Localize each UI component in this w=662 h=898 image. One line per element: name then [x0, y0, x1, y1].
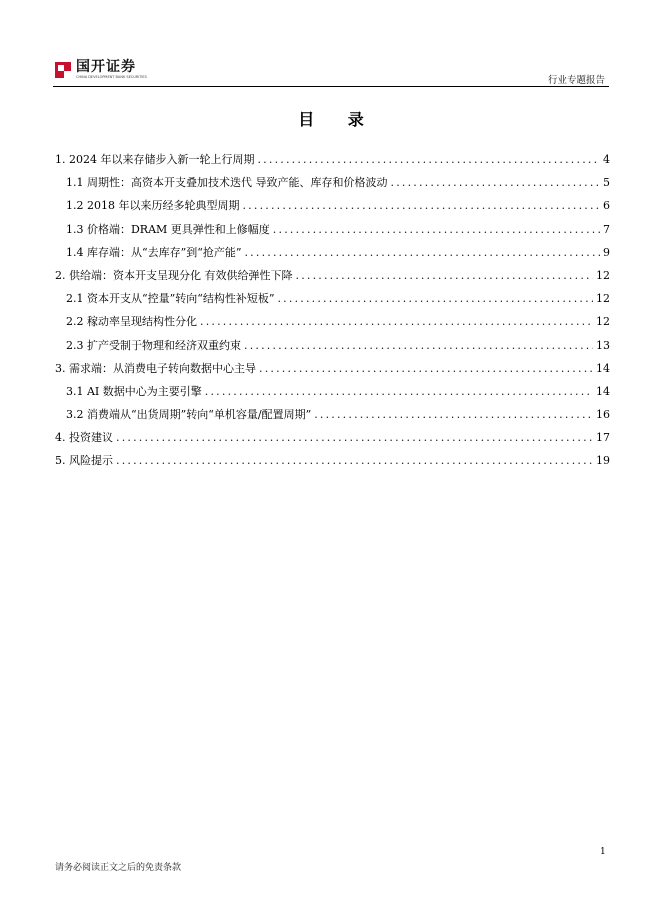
toc-entry-label: 1.2 2018 年以来历经多轮典型周期	[66, 199, 240, 213]
toc-entry-label: 2.3 扩产受制于物理和经济双重约束	[66, 338, 241, 352]
page-number: 1	[600, 847, 606, 857]
toc-entry-3-1[interactable]	[55, 380, 610, 403]
disclaimer-notice: 请务必阅读正文之后的免责条款	[55, 863, 182, 873]
toc-entry-1-3[interactable]	[55, 218, 610, 241]
toc-dot-leader	[273, 218, 600, 241]
toc-entry-page: 9	[603, 245, 610, 259]
toc-dot-leader	[277, 287, 593, 310]
toc-dot-leader	[116, 426, 593, 449]
toc-dot-leader	[391, 171, 601, 194]
toc-entry-label: 1.3 价格端：DRAM 更具弹性和上修幅度	[66, 222, 270, 236]
toc-entry-page: 19	[596, 454, 610, 468]
logo-name-en: CHINA DEVELOPMENT BANK SECURITIES	[76, 75, 147, 79]
toc-entry-page: 4	[603, 153, 610, 166]
toc-dot-leader	[314, 403, 593, 426]
toc-entry-page: 12	[596, 268, 610, 282]
table-of-contents	[55, 148, 610, 473]
toc-title: 目 录	[298, 110, 378, 129]
toc-entry-page: 5	[603, 176, 610, 190]
toc-entry-1[interactable]	[55, 148, 610, 171]
toc-entry-label: 4. 投资建议	[55, 431, 113, 445]
logo-text	[76, 60, 147, 80]
toc-entry-page: 7	[603, 222, 610, 236]
toc-dot-leader	[296, 264, 594, 287]
toc-dot-leader	[242, 194, 600, 217]
toc-entry-page: 16	[596, 408, 610, 422]
toc-entry-5[interactable]	[55, 449, 610, 472]
toc-entry-2-1[interactable]	[55, 287, 610, 310]
toc-entry-label: 1.4 库存端：从“去库存”到“抢产能”	[66, 245, 242, 259]
toc-entry-3-2[interactable]	[55, 403, 610, 426]
toc-entry-page: 14	[596, 384, 610, 398]
toc-entry-1-4[interactable]	[55, 241, 610, 264]
page-header	[0, 0, 662, 90]
toc-entry-label: 2.1 资本开支从“控量”转向“结构性补短板”	[66, 292, 275, 306]
toc-entry-label: 1.1 周期性：高资本开支叠加技术迭代 导致产能、库存和价格波动	[66, 176, 388, 190]
toc-entry-page: 17	[596, 431, 610, 445]
toc-entry-page: 6	[603, 199, 610, 213]
header-divider	[53, 86, 609, 87]
toc-entry-2-3[interactable]	[55, 334, 610, 357]
logo-mark-icon	[55, 62, 71, 78]
toc-entry-label: 2.2 稼动率呈现结构性分化	[66, 315, 197, 329]
toc-entry-label: 3.2 消费端从“出货周期”转向“单机容量/配置周期”	[66, 408, 312, 422]
toc-entry-2[interactable]	[55, 264, 610, 287]
toc-dot-leader	[205, 380, 593, 403]
toc-entry-label: 3.1 AI 数据中心为主要引擎	[66, 384, 202, 398]
toc-entry-page: 12	[596, 292, 610, 306]
toc-entry-2-2[interactable]	[55, 310, 610, 333]
toc-entry-label: 5. 风险提示	[55, 454, 113, 468]
toc-dot-leader	[244, 334, 593, 357]
toc-entry-label: 1. 2024 年以来存储步入新一轮上行周期	[55, 153, 255, 166]
toc-dot-leader	[259, 357, 593, 380]
toc-entry-label: 2. 供给端：资本开支呈现分化 有效供给弹性下降	[55, 268, 293, 282]
report-type-label: 行业专题报告	[547, 75, 605, 86]
toc-entry-4[interactable]	[55, 426, 610, 449]
logo-name-cn: 国开证券	[76, 59, 136, 75]
toc-dot-leader	[116, 449, 593, 472]
toc-entry-3[interactable]	[55, 357, 610, 380]
company-logo	[55, 60, 147, 80]
toc-dot-leader	[257, 148, 600, 171]
toc-entry-page: 12	[596, 315, 610, 329]
toc-entry-1-1[interactable]	[55, 171, 610, 194]
toc-entry-page: 14	[596, 361, 610, 375]
toc-entry-page: 13	[596, 338, 610, 352]
toc-dot-leader	[244, 241, 600, 264]
toc-entry-1-2[interactable]	[55, 194, 610, 217]
toc-dot-leader	[200, 310, 593, 333]
toc-entry-label: 3. 需求端：从消费电子转向数据中心主导	[55, 361, 256, 375]
